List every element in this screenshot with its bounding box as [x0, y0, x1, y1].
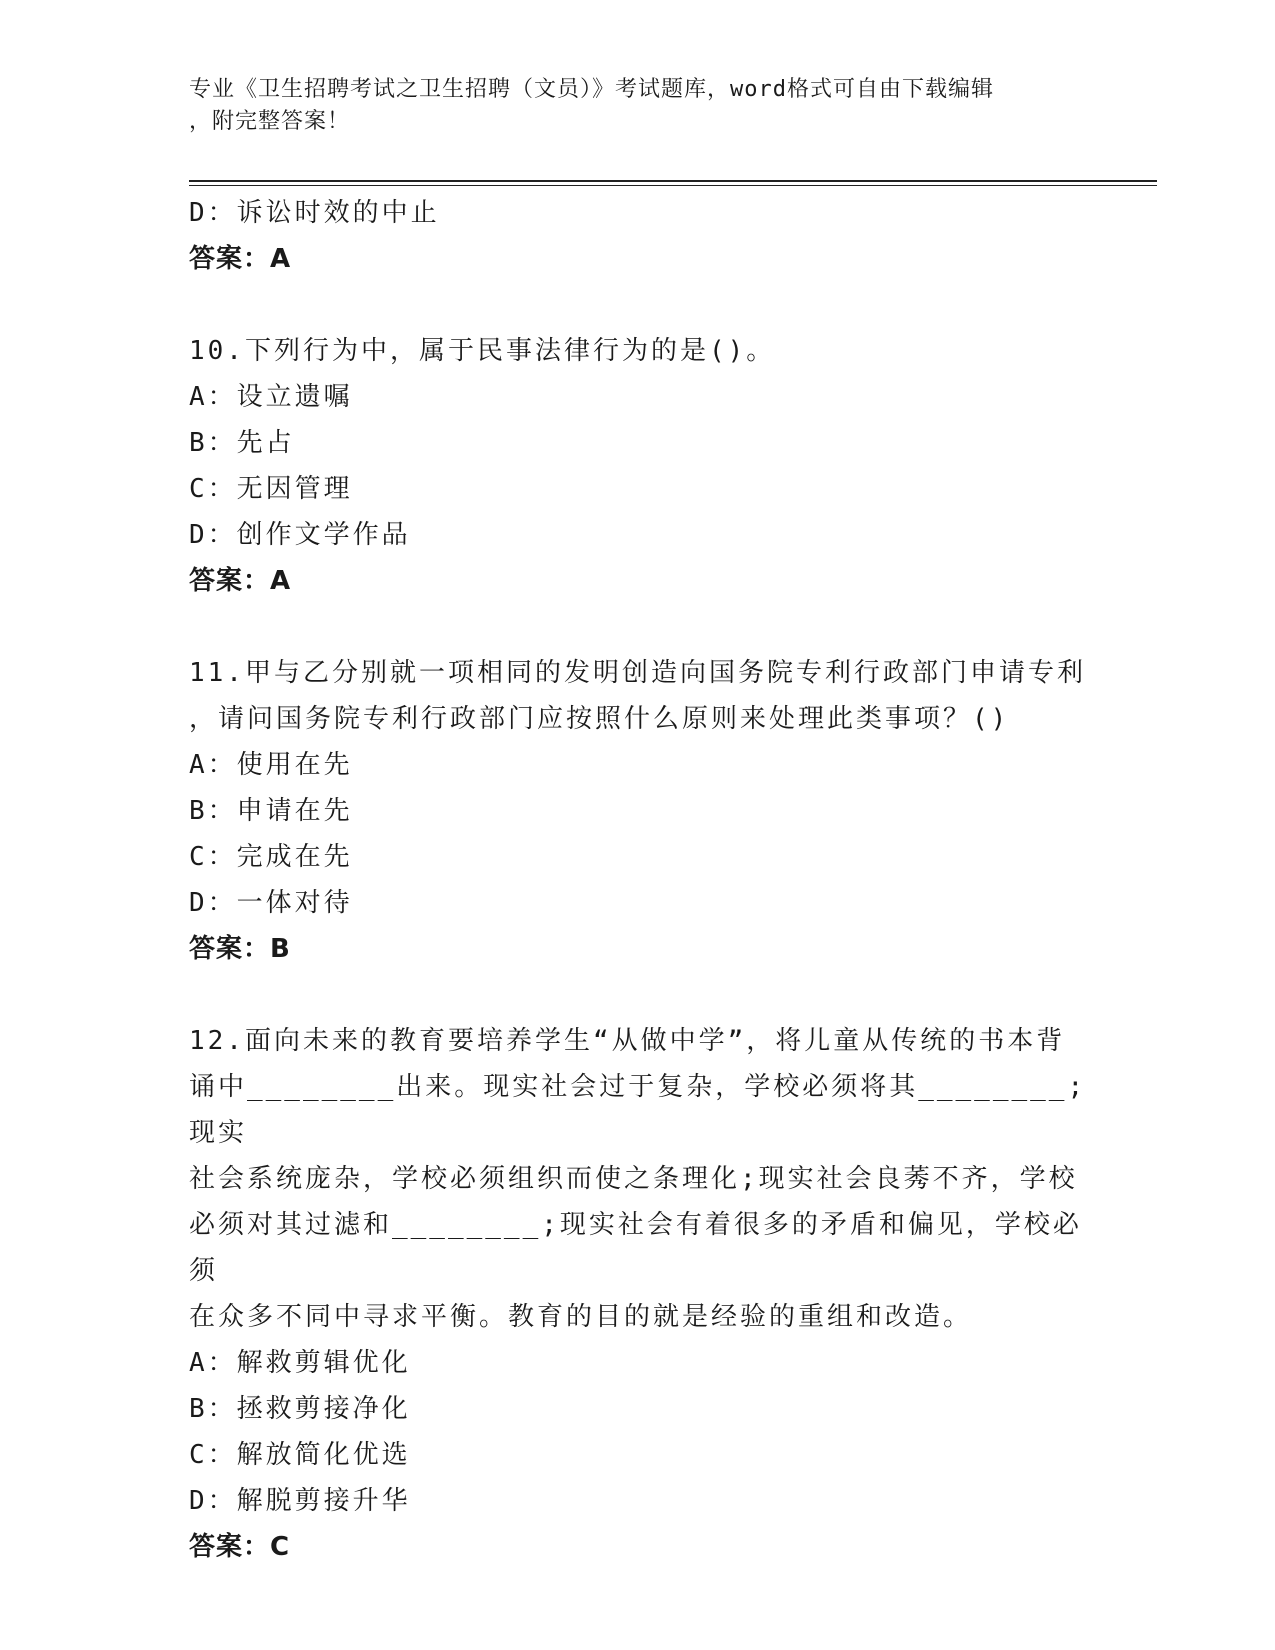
header-divider-thin	[189, 185, 1157, 186]
question-text-line: 12.面向未来的教育要培养学生“从做中学”，将儿童从传统的书本背	[189, 1026, 1066, 1056]
option-c: C：无因管理	[189, 474, 353, 504]
option-b: B：先占	[189, 428, 295, 458]
prev-question-tail	[189, 190, 1089, 282]
header-line-2: ，附完整答案！	[189, 109, 351, 134]
question-11	[189, 650, 1089, 972]
answer-line: 答案：C	[189, 1532, 291, 1562]
document-body	[189, 190, 1089, 1570]
header-line-1: 专业《卫生招聘考试之卫生招聘（文员）》考试题库，word格式可自由下载编辑	[189, 77, 994, 102]
option-d: D：解脱剪接升华	[189, 1486, 411, 1516]
question-text-line: 11.甲与乙分别就一项相同的发明创造向国务院专利行政部门申请专利	[189, 658, 1086, 688]
header-divider-thick	[189, 180, 1157, 182]
question-12	[189, 1018, 1089, 1570]
option-c: C：完成在先	[189, 842, 353, 872]
answer-line: 答案：B	[189, 934, 291, 964]
question-text-line: 社会系统庞杂，学校必须组织而使之条理化;现实社会良莠不齐，学校	[189, 1164, 1078, 1194]
answer-line: 答案：A	[189, 244, 292, 274]
question-text-line: 10.下列行为中，属于民事法律行为的是()。	[189, 336, 776, 366]
option-d: D：诉讼时效的中止	[189, 198, 440, 228]
option-a: A：使用在先	[189, 750, 353, 780]
option-a: A：解救剪辑优化	[189, 1348, 411, 1378]
question-text-line: 必须对其过滤和________;现实社会有着很多的矛盾和偏见，学校必须	[189, 1210, 1082, 1286]
question-text-line: 在众多不同中寻求平衡。教育的目的就是经验的重组和改造。	[189, 1302, 973, 1332]
question-text-line: 诵中________出来。现实社会过于复杂，学校必须将其________;现实	[189, 1072, 1087, 1148]
answer-line: 答案：A	[189, 566, 292, 596]
document-header	[189, 74, 1069, 138]
option-b: B：拯救剪接净化	[189, 1394, 411, 1424]
question-10	[189, 328, 1089, 604]
option-b: B：申请在先	[189, 796, 353, 826]
option-d: D：一体对待	[189, 888, 353, 918]
option-c: C：解放简化优选	[189, 1440, 411, 1470]
option-a: A：设立遗嘱	[189, 382, 353, 412]
option-d: D：创作文学作品	[189, 520, 411, 550]
question-text-line: ，请问国务院专利行政部门应按照什么原则来处理此类事项？()	[189, 704, 1010, 734]
